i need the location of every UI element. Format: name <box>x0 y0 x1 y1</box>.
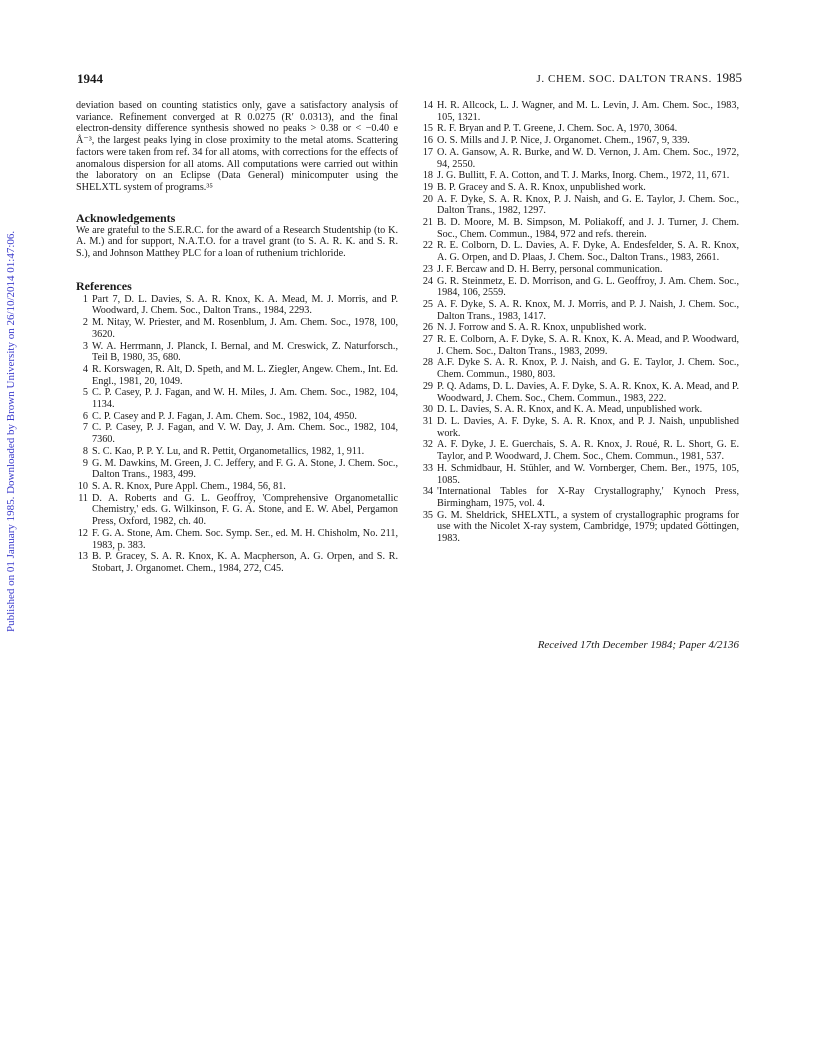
reference-text: P. Q. Adams, D. L. Davies, A. F. Dyke, S. A. R. Knox, K. A. Mead, and P. Woodward, J. Chem. Soc., Chem. Commun., 1983, 222. <box>437 380 739 404</box>
reference-number: 22 <box>422 240 433 252</box>
reference-item <box>420 123 739 135</box>
reference-item <box>76 294 398 317</box>
reference-number: 26 <box>422 322 433 334</box>
reference-item <box>420 404 739 416</box>
reference-number: 34 <box>422 486 433 498</box>
reference-text: W. A. Herrmann, J. Planck, I. Bernal, and M. Creswick, Z. Naturforsch., Teil B, 1980, 35, 680. <box>92 340 398 364</box>
page-number: 1944 <box>77 71 103 86</box>
reference-item <box>420 194 739 217</box>
reference-item <box>420 135 739 147</box>
reference-number: 25 <box>422 298 433 310</box>
reference-item <box>76 411 398 423</box>
reference-text: D. A. Roberts and G. L. Geoffroy, 'Comprehensive Organometallic Chemistry,' eds. G. Wilkinson, F. G. A. Stone, and E. W. Abel, Pergamon Press, Oxford, 1982, ch. 40. <box>92 492 398 528</box>
reference-text: S. A. R. Knox, Pure Appl. Chem., 1984, 56, 81. <box>92 480 286 492</box>
acknowledgements-heading: Acknowledgements <box>76 210 176 225</box>
reference-number: 6 <box>82 410 88 422</box>
reference-number: 35 <box>422 509 433 521</box>
reference-item <box>76 551 398 574</box>
reference-number: 20 <box>422 193 433 205</box>
reference-number: 19 <box>422 181 433 193</box>
reference-item <box>420 100 739 123</box>
reference-number: 5 <box>82 387 88 399</box>
acknowledgements-text: We are grateful to the S.E.R.C. for the award of a Research Studentship (to K. A. M.) and for support, N.A.T.O. for a travel grant (to S. A. R. K. and S. R. S.), and Johnson Matthey PLC for a loan of ruthenium trichloride. <box>76 224 398 260</box>
reference-text: R. Korswagen, R. Alt, D. Speth, and M. L. Ziegler, Angew. Chem., Int. Ed. Engl., 1981, 20, 1049. <box>92 363 398 387</box>
reference-text: A. F. Dyke, S. A. R. Knox, M. J. Morris, and P. J. Naish, J. Chem. Soc., Dalton Trans., 1983, 1417. <box>437 298 739 322</box>
reference-text: S. C. Kao, P. P. Y. Lu, and R. Pettit, Organometallics, 1982, 1, 911. <box>92 445 365 457</box>
reference-item <box>76 446 398 458</box>
reference-item <box>420 217 739 240</box>
reference-text: F. G. A. Stone, Am. Chem. Soc. Symp. Ser., ed. M. H. Chisholm, No. 211, 1983, p. 383. <box>92 527 398 551</box>
reference-item <box>420 322 739 334</box>
right-column <box>420 100 739 545</box>
reference-number: 16 <box>422 135 433 147</box>
reference-item <box>420 299 739 322</box>
reference-item <box>420 357 739 380</box>
reference-item <box>420 264 739 276</box>
reference-number: 12 <box>77 527 88 539</box>
reference-item <box>76 364 398 387</box>
reference-item <box>420 486 739 509</box>
reference-item <box>76 528 398 551</box>
reference-text: D. L. Davies, S. A. R. Knox, and K. A. Mead, unpublished work. <box>437 404 703 416</box>
reference-text: Part 7, D. L. Davies, S. A. R. Knox, K. A. Mead, M. J. Morris, and P. Woodward, J. Chem. Soc., Dalton Trans., 1984, 2293. <box>92 293 398 317</box>
reference-item <box>76 317 398 340</box>
reference-number: 15 <box>422 123 433 135</box>
reference-number: 8 <box>82 445 88 457</box>
reference-number: 31 <box>422 415 433 427</box>
reference-item <box>76 422 398 445</box>
reference-item <box>76 341 398 364</box>
reference-number: 29 <box>422 380 433 392</box>
reference-number: 21 <box>422 217 433 229</box>
journal-name: J. CHEM. SOC. DALTON TRANS. <box>536 73 712 85</box>
reference-text: 'International Tables for X-Ray Crystallography,' Kynoch Press, Birmingham, 1975, vol. 4. <box>437 486 739 509</box>
reference-list-left <box>76 294 398 575</box>
reference-text: A. F. Dyke, S. A. R. Knox, P. J. Naish, and G. E. Taylor, J. Chem. Soc., Dalton Trans., 1982, 1297. <box>437 193 739 217</box>
reference-text: O. S. Mills and J. P. Nice, J. Organomet. Chem., 1967, 9, 339. <box>437 135 690 147</box>
reference-number: 28 <box>422 357 433 369</box>
reference-list-right <box>420 100 739 545</box>
reference-text: C. P. Casey, P. J. Fagan, and V. W. Day, J. Am. Chem. Soc., 1982, 104, 7360. <box>92 422 398 446</box>
reference-item <box>420 170 739 182</box>
reference-number: 17 <box>422 146 433 158</box>
journal-year: 1985 <box>716 70 742 85</box>
reference-text: O. A. Gansow, A. R. Burke, and W. D. Vernon, J. Am. Chem. Soc., 1972, 94, 2550. <box>437 146 739 170</box>
reference-text: A.F. Dyke S. A. R. Knox, P. J. Naish, and G. E. Taylor, J. Chem. Soc., Chem. Commun., 1980, 803. <box>437 357 739 381</box>
reference-number: 9 <box>82 457 88 469</box>
reference-item <box>420 240 739 263</box>
references-heading: References <box>76 278 132 293</box>
reference-number: 3 <box>82 340 88 352</box>
reference-item <box>420 334 739 357</box>
reference-item <box>420 381 739 404</box>
reference-item <box>420 510 739 545</box>
reference-text: H. R. Allcock, L. J. Wagner, and M. L. Levin, J. Am. Chem. Soc., 1983, 105, 1321. <box>437 100 739 123</box>
journal-header <box>536 70 742 86</box>
reference-text: M. Nitay, W. Priester, and M. Rosenblum, J. Am. Chem. Soc., 1978, 100, 3620. <box>92 317 398 340</box>
received-line: Received 17th December 1984; Paper 4/2136 <box>537 639 739 651</box>
reference-number: 10 <box>77 480 88 492</box>
reference-number: 11 <box>78 492 88 504</box>
reference-item <box>76 481 398 493</box>
reference-number: 14 <box>422 100 433 111</box>
reference-text: C. P. Casey, P. J. Fagan, and W. H. Miles, J. Am. Chem. Soc., 1982, 104, 1134. <box>92 387 398 411</box>
reference-number: 23 <box>422 263 433 275</box>
reference-text: D. L. Davies, A. F. Dyke, S. A. R. Knox, and P. J. Naish, unpublished work. <box>437 415 739 439</box>
reference-item <box>76 458 398 481</box>
reference-number: 18 <box>422 170 433 182</box>
reference-number: 24 <box>422 275 433 287</box>
reference-text: H. Schmidbaur, H. Stühler, and W. Vornberger, Chem. Ber., 1975, 105, 1085. <box>437 462 739 486</box>
reference-number: 30 <box>422 404 433 416</box>
reference-number: 27 <box>422 334 433 346</box>
reference-number: 32 <box>422 439 433 451</box>
download-watermark: Published on 01 January 1985. Downloaded by Brown University on 26/10/2014 01:47:06. <box>5 230 17 632</box>
reference-item <box>420 416 739 439</box>
left-column <box>76 100 398 575</box>
reference-number: 1 <box>82 293 88 305</box>
reference-number: 4 <box>82 363 88 375</box>
reference-item <box>420 147 739 170</box>
reference-number: 33 <box>422 462 433 474</box>
reference-text: R. F. Bryan and P. T. Greene, J. Chem. Soc. A, 1970, 3064. <box>437 123 678 135</box>
reference-item <box>76 387 398 410</box>
reference-text: B. D. Moore, M. B. Simpson, M. Poliakoff, and J. J. Turner, J. Chem. Soc., Chem. Commun., 1984, 972 and refs. therein. <box>437 217 739 240</box>
reference-text: G. M. Sheldrick, SHELXTL, a system of crystallographic programs for use with the Nicolet X-ray system, Cambridge, 1979; updated Göttingen, 1983. <box>437 509 739 545</box>
reference-number: 13 <box>77 551 88 563</box>
reference-text: J. G. Bullitt, F. A. Cotton, and T. J. Marks, Inorg. Chem., 1972, 11, 671. <box>437 170 730 182</box>
reference-text: B. P. Gracey and S. A. R. Knox, unpublished work. <box>437 181 646 193</box>
reference-item <box>420 276 739 299</box>
reference-text: A. F. Dyke, J. E. Guerchais, S. A. R. Knox, J. Roué, R. L. Short, G. E. Taylor, and P. Woodward, J. Chem. Soc., Chem. Commun., 1981, 537. <box>437 439 739 463</box>
reference-text: G. R. Steinmetz, E. D. Morrison, and G. L. Geoffroy, J. Am. Chem. Soc., 1984, 106, 2559. <box>437 275 739 299</box>
reference-number: 7 <box>82 422 88 434</box>
reference-item <box>420 182 739 194</box>
reference-number: 2 <box>82 317 88 329</box>
reference-text: R. E. Colborn, A. F. Dyke, S. A. R. Knox, K. A. Mead, and P. Woodward, J. Chem. Soc., Dalton Trans., 1983, 2099. <box>437 334 739 357</box>
reference-text: R. E. Colborn, D. L. Davies, A. F. Dyke, A. Endesfelder, S. A. R. Knox, A. G. Orpen, and D. Plaas, J. Chem. Soc., Dalton Trans., 1983, 2661. <box>437 240 739 264</box>
reference-item <box>76 493 398 528</box>
reference-item <box>420 439 739 462</box>
reference-text: G. M. Dawkins, M. Green, J. C. Jeffery, and F. G. A. Stone, J. Chem. Soc., Dalton Trans., 1983, 499. <box>92 457 398 481</box>
intro-paragraph: deviation based on counting statistics only, gave a satisfactory analysis of variance. Refinement converged at R 0.0275 (R′ 0.0313), and the final electron-density difference synthesis showed no peaks > 0.38 or < −0.40 e Å⁻³, the largest peaks lying in close proximity to the metal atoms. Scattering factors were taken from ref. 34 for all atoms, with corrections for the effects of anomalous dispersion for all atoms. All computations were carried out within the laboratory on an Eclipse (Data General) minicomputer using the SHELXTL system of programs.³⁵ <box>76 100 398 193</box>
reference-text: N. J. Forrow and S. A. R. Knox, unpublished work. <box>437 322 647 334</box>
reference-item <box>420 463 739 486</box>
reference-text: B. P. Gracey, S. A. R. Knox, K. A. Macpherson, A. G. Orpen, and S. R. Stobart, J. Organomet. Chem., 1984, 272, C45. <box>92 551 398 574</box>
reference-text: J. F. Bercaw and D. H. Berry, personal communication. <box>437 263 663 275</box>
reference-text: C. P. Casey and P. J. Fagan, J. Am. Chem. Soc., 1982, 104, 4950. <box>92 410 357 422</box>
